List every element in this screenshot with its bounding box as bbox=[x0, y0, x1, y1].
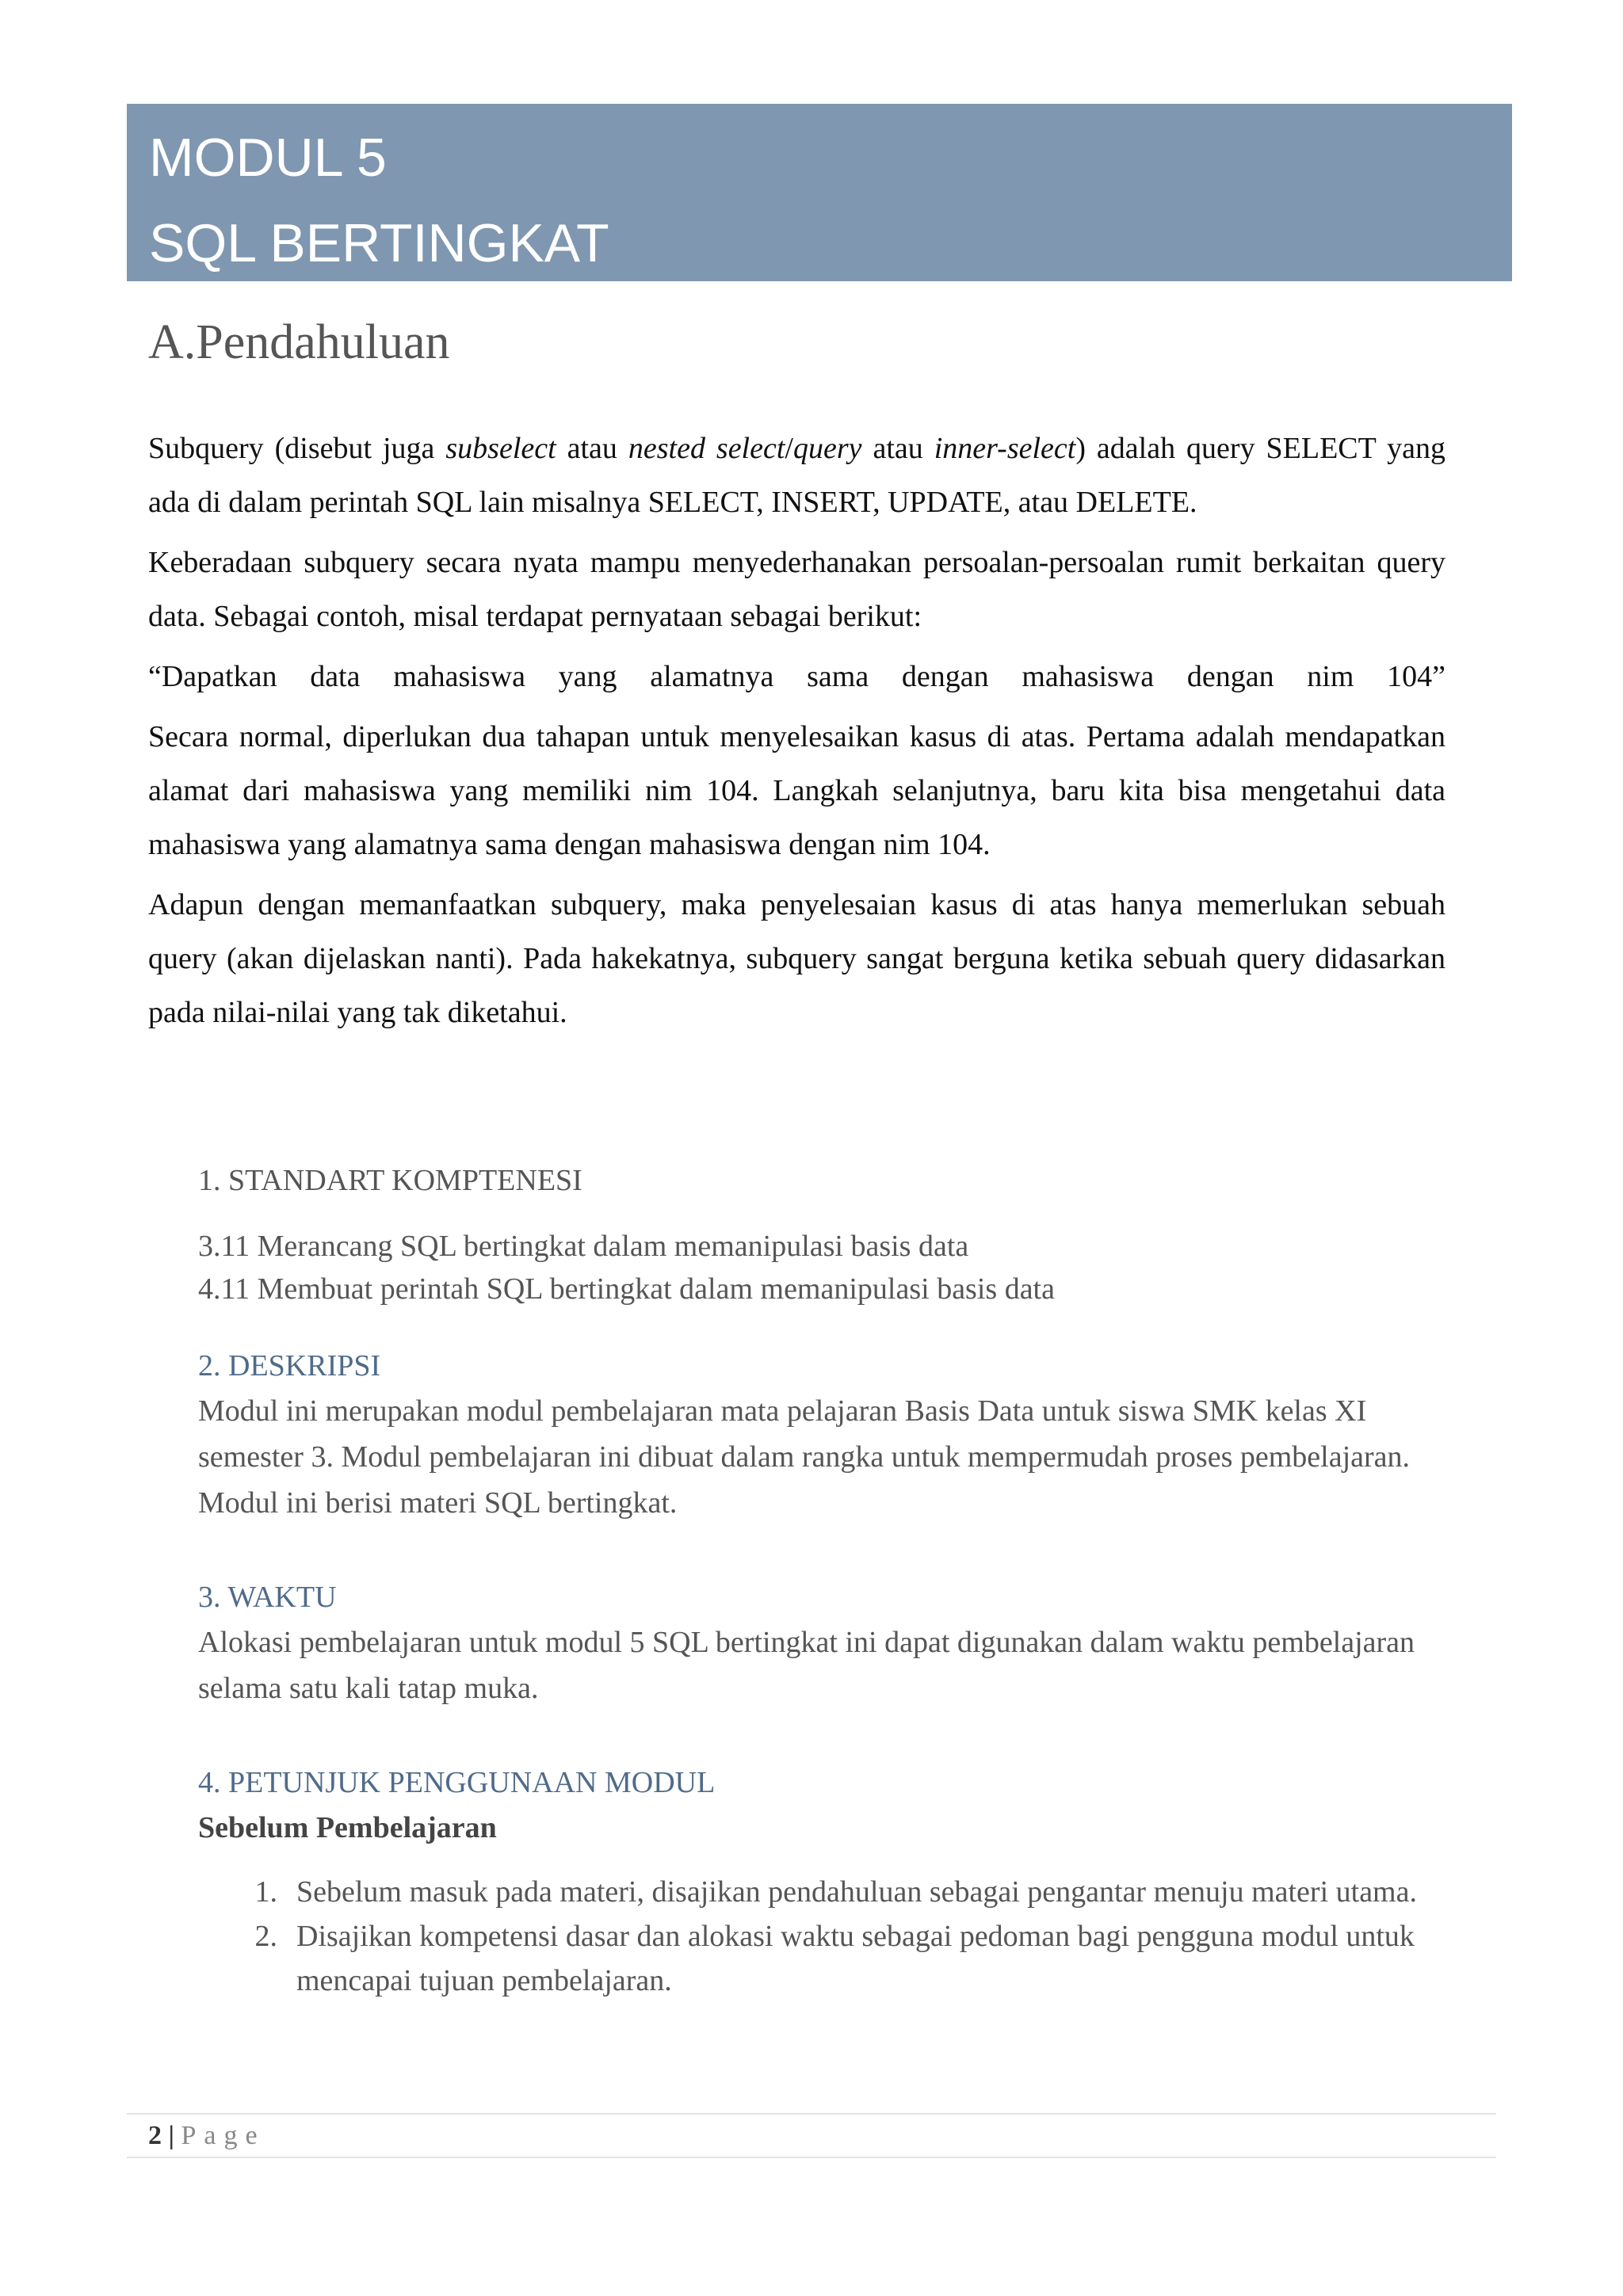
list-item-number: 2. bbox=[254, 1920, 277, 1953]
module-title: SQL BERTINGKAT bbox=[149, 213, 609, 273]
list-item-number: 1. bbox=[254, 1875, 277, 1909]
petunjuk-title: 4. PETUNJUK PENGGUNAAN MODUL bbox=[198, 1766, 716, 1799]
petunjuk-steps bbox=[198, 1870, 1442, 2003]
intro-body bbox=[148, 421, 1445, 1046]
footer-divider-bottom bbox=[127, 2157, 1496, 2158]
intro-paragraph-2: Keberadaan subquery secara nyata mampu menyederhanakan persoalan-persoalan rumit berkaitan query data. Sebagai contoh, misal terdapat pernyataan sebagai berikut: bbox=[148, 546, 1445, 633]
list-item-text: Disajikan kompetensi dasar dan alokasi waktu sebagai pedoman bagi pengguna modul untuk mencapai tujuan pembelajaran. bbox=[296, 1920, 1415, 1997]
footer-separator: | bbox=[168, 2121, 174, 2150]
petunjuk-subtitle: Sebelum Pembelajaran bbox=[198, 1811, 497, 1844]
page-label: Page bbox=[181, 2121, 265, 2150]
standart-item: 4.11 Membuat perintah SQL bertingkat dalam memanipulasi basis data bbox=[198, 1272, 1055, 1306]
list-item bbox=[198, 1914, 1442, 2003]
intro-paragraph-5: Adapun dengan memanfaatkan subquery, maka penyelesaian kasus di atas hanya memerlukan sebuah query (akan dijelaskan nanti). Pada hakekatnya, subquery sangat berguna ketika sebuah query didasarkan pada nilai-nilai yang tak diketahui. bbox=[148, 888, 1445, 1029]
deskripsi-text: Modul ini merupakan modul pembelajaran mata pelajaran Basis Data untuk siswa SMK kelas XI semester 3. Modul pembelajaran ini dibuat dalam rangka untuk mempermudah proses pembelajaran. Modul ini berisi materi SQL bertingkat. bbox=[198, 1394, 1411, 1520]
waktu-title: 3. WAKTU bbox=[198, 1581, 337, 1614]
intro-paragraph-1: Subquery (disebut juga subselect atau nested select/query atau inner-select) adalah query SELECT yang ada di dalam perintah SQL lain misalnya SELECT, INSERT, UPDATE, atau DELETE. bbox=[148, 432, 1445, 519]
intro-paragraph-4: Secara normal, diperlukan dua tahapan untuk menyelesaikan kasus di atas. Pertama adalah mendapatkan alamat dari mahasiswa yang memiliki nim 104. Langkah selanjutnya, baru kita bisa mengetahui data mahasiswa yang alamatnya sama dengan mahasiswa dengan nim 104. bbox=[148, 720, 1445, 861]
footer-divider-top bbox=[127, 2113, 1496, 2115]
section-heading-pendahuluan: A.Pendahuluan bbox=[148, 315, 450, 369]
page-footer bbox=[148, 2117, 265, 2155]
module-title-bar bbox=[127, 104, 1512, 281]
list-item-text: Sebelum masuk pada materi, disajikan pendahuluan sebagai pengantar menuju materi utama. bbox=[296, 1875, 1417, 1909]
standart-item: 3.11 Merancang SQL bertingkat dalam memanipulasi basis data bbox=[198, 1230, 969, 1263]
standart-title: 1. STANDART KOMPTENESI bbox=[198, 1164, 582, 1197]
list-item bbox=[198, 1870, 1442, 1914]
standart-list bbox=[198, 1225, 1442, 1310]
module-info bbox=[198, 1158, 1442, 2003]
page-number: 2 bbox=[148, 2121, 162, 2150]
intro-quote: “Dapatkan data mahasiswa yang alamatnya sama dengan mahasiswa dengan nim 104” bbox=[148, 660, 1445, 693]
module-number: MODUL 5 bbox=[149, 128, 387, 188]
waktu-text: Alokasi pembelajaran untuk modul 5 SQL bertingkat ini dapat digunakan dalam waktu pembelajaran selama satu kali tatap muka. bbox=[198, 1626, 1415, 1705]
deskripsi-title: 2. DESKRIPSI bbox=[198, 1349, 381, 1383]
